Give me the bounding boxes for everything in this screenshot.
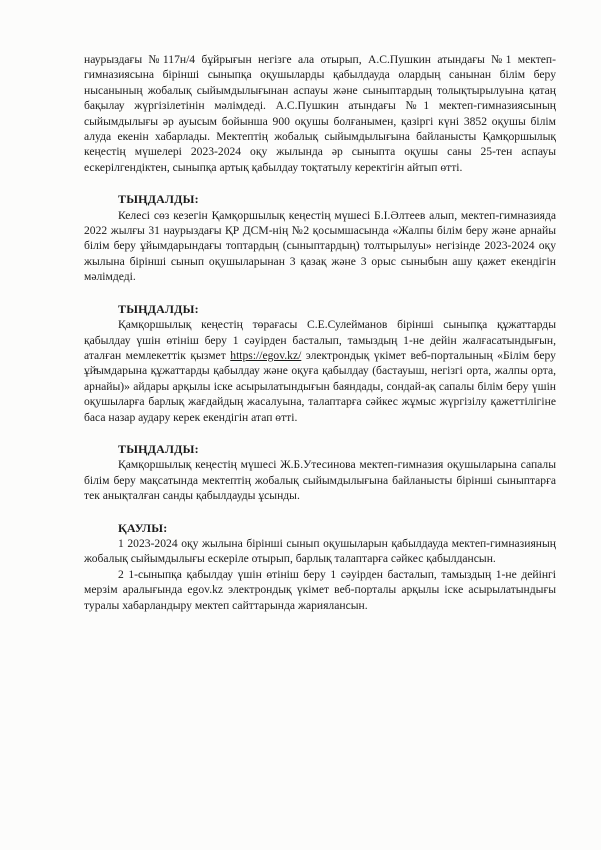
paragraph-utesinova: Қамқоршылық кеңестің мүшесі Ж.Б.Утесинова мектеп-гимназия оқушыларына сапалы білім беру мақсатында мектептің жобалық сыйымдылығына байланысты бірінші сыныптарға тек анықталған санды қабылдауды ұсынды. — [84, 458, 556, 503]
resolution-item-1: 1 2023-2024 оқу жылына бірінші сынып оқушыларын қабылдауда мектеп-гимназияның жобалық сыйымдылығы ескеріле отырып, барлық талаптарға сәйкес қабылдансын. — [84, 536, 556, 566]
heading-resolution: ҚАУЛЫ: — [118, 520, 168, 535]
spacer — [84, 425, 556, 442]
paragraph-alteev: Келесі сөз кезегін Қамқоршылық кеңестің мүшесі Б.І.Әлтеев алып, мектеп-гимназияда 2022 жылғы 31 наурыздағы ҚР ДСМ-нің №2 қосымшасында «Жалпы білім беру және арнайы білім беру ұйымдарындағы топтардың (сыныптардың) толтырылуы» негізінде 2023-2024 оқу жылына бірінші сынып оқушыларынан 3 қазақ және 3 орыс сыныбын ашу қажет екендігін мәлімдеді. — [84, 208, 556, 284]
paragraph-suleimanov-start: Қамқоршылық кеңестің төрағасы С.Е.Сулейманов бірінші сыныпқа құжаттарды қабылдау үшін өтініш беру 1 сәуірден басталып, тамыздың 1-не дейін жалғасатындығын, аталған мемлекеттік қызмет — [84, 318, 556, 362]
resolution-item-2: 2 1-сыныпқа қабылдау үшін өтініш беру 1 сәуірден басталып, тамыздың 1-не дейінгі мерзім аралығында egov.kz электрондық үкімет веб-порталы арқылы іске асырылатындығы туралы хабарландыру мектеп сайттарында жариялансын. — [84, 567, 556, 612]
heading-listened-2: ТЫҢДАЛДЫ: — [118, 301, 199, 316]
heading-listened-3: ТЫҢДАЛДЫ: — [118, 441, 199, 456]
egov-link[interactable]: https://egov.kz/ — [230, 348, 302, 362]
spacer — [84, 285, 556, 302]
paragraph-suleimanov-end: электрондық үкімет веб-порталының «Білім беру ұйымдарына құжаттарды қабылдау және оқуға қабылдау (бастауыш, негізгі орта, жалпы орта, арнайы)» айдары арқылы іске асырылатындығын баяндады, сондай-ақ сапалы білім беру үшін оқушыларға барлық жағдайдың жасалуына, талаптарға сәйкес жұмыс жүргізілу қажеттілігіне баса назар аудару керек екендігін атап өтті. — [84, 348, 556, 424]
paragraph-suleimanov — [84, 317, 556, 425]
spacer — [84, 175, 556, 192]
heading-listened-1: ТЫҢДАЛДЫ: — [118, 192, 199, 207]
intro-paragraph: наурыздағы №117н/4 бұйрығын негізге ала отырып, А.С.Пушкин атындағы №1 мектеп-гимназиясына бірінші сыныпқа оқушыларды қабылдауда олардың санынан білім беру нысанының жобалық сыйымдылығынан аспауы және сыныптардың толықтырылуына қатаң бақылау жүргізілетінін мәлімдеді. А.С.Пушкин атындағы №1 мектеп-гимназиясының сыйымдылығы әр ауысым бойынша 900 оқушы болғанымен, қазіргі күні 3852 оқушы білім алуда екенін хабарлады. Мектептің жобалық сыйымдылығына байланысты Қамқоршылық кеңестің мүшелері 2023-2024 оқу жылында әр сыныпта оқушы саны 25-тен аспауы ескерілгендіктен, сыныпқа артық қабылдау тоқтатылу керектігін айтып өтті. — [84, 53, 556, 174]
spacer — [84, 504, 556, 521]
document-body — [84, 52, 556, 613]
